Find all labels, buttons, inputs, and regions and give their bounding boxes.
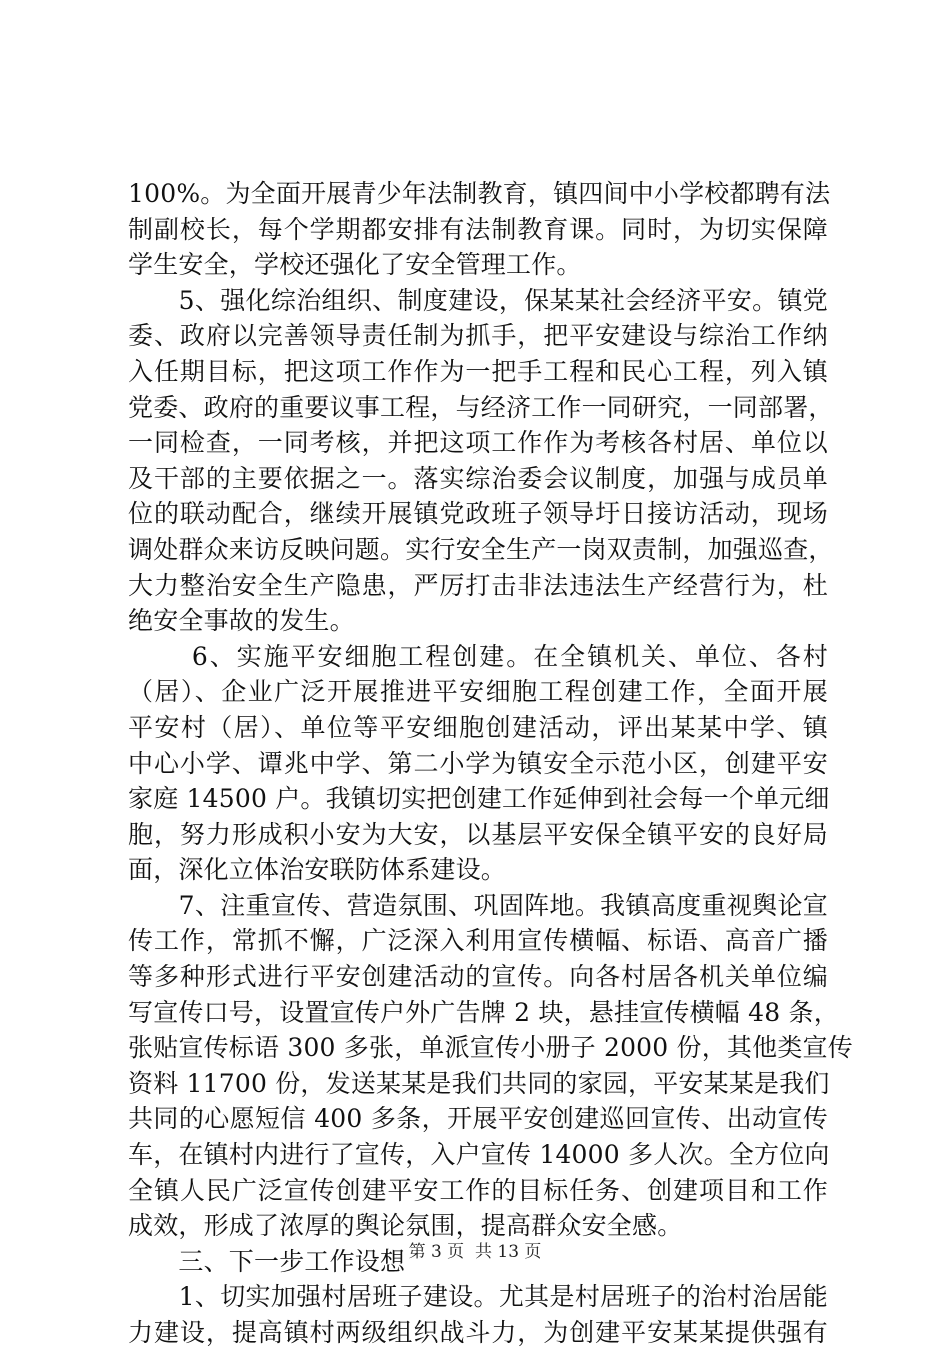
text-line: 等多种形式进行平安创建活动的宣传。向各村居各机关单位编 bbox=[128, 962, 828, 992]
text-line: 5、强化综治组织、制度建设，保某某社会经济平安。镇党 bbox=[128, 285, 828, 315]
text-line: 党委、政府的重要议事工程，与经济工作一同研究，一同部署， bbox=[128, 392, 834, 422]
text-line: 绝安全事故的发生。 bbox=[128, 606, 355, 636]
text-line: 全镇人民广泛宣传创建平安工作的目标任务、创建项目和工作 bbox=[128, 1175, 828, 1205]
text-line: 车，在镇村内进行了宣传，入户宣传 14000 多人次。全方位向 bbox=[128, 1140, 830, 1170]
text-line: 位的联动配合，继续开展镇党政班子领导圩日接访活动，现场 bbox=[128, 499, 828, 529]
text-line: 传工作，常抓不懈，广泛深入利用宣传横幅、标语、高音广播 bbox=[128, 926, 828, 956]
text-line: 100%。为全面开展青少年法制教育，镇四间中小学校都聘有法 bbox=[128, 179, 831, 208]
text-line: 成效，形成了浓厚的舆论氛围，提高群众安全感。 bbox=[128, 1211, 683, 1241]
text-line: 胞，努力形成积小安为大安，以基层平安保全镇平安的良好局 bbox=[128, 819, 828, 849]
text-line: 家庭 14500 户。我镇切实把创建工作延伸到社会每一个单元细 bbox=[128, 784, 830, 814]
text-line: 力建设，提高镇村两级组织战斗力，为创建平安某某提供强有 bbox=[128, 1318, 828, 1347]
document-body bbox=[128, 176, 853, 1351]
text-line: 委、政府以完善领导责任制为抓手，把平安建设与综治工作纳 bbox=[128, 321, 828, 351]
text-line: 张贴宣传标语 300 多张，单派宣传小册子 2000 份，其他类宣传 bbox=[128, 1033, 853, 1063]
text-line: （居）、企业广泛开展推进平安细胞工程创建工作，全面开展 bbox=[128, 677, 828, 707]
text-line: 学生安全，学校还强化了安全管理工作。 bbox=[128, 250, 582, 280]
text-line: 1、切实加强村居班子建设。尤其是村居班子的治村治居能 bbox=[128, 1282, 828, 1312]
text-line: 共同的心愿短信 400 多条，开展平安创建巡回宣传、出动宣传 bbox=[128, 1104, 828, 1134]
text-line: 一同检查，一同考核，并把这项工作作为考核各村居、单位以 bbox=[128, 428, 828, 458]
text-line: 资料 11700 份，发送某某是我们共同的家园，平安某某是我们 bbox=[128, 1068, 830, 1098]
text-line: 平安村（居）、单位等平安细胞创建活动，评出某某中学、镇 bbox=[128, 712, 828, 742]
text-line: 中心小学、谭兆中学、第二小学为镇安全示范小区，创建平安 bbox=[128, 748, 828, 778]
text-line: 7、注重宣传、营造氛围、巩固阵地。我镇高度重视舆论宣 bbox=[128, 890, 828, 920]
text-line: 制副校长，每个学期都安排有法制教育课。同时，为切实保障 bbox=[128, 214, 828, 244]
text-line: 三、下一步工作设想 bbox=[128, 1246, 406, 1276]
text-line: 写宣传口号，设置宣传户外广告牌 2 块，悬挂宣传横幅 48 条， bbox=[128, 997, 839, 1027]
text-line: 及干部的主要依据之一。落实综治委会议制度，加强与成员单 bbox=[128, 463, 828, 493]
page-number-footer: 第 3 页 共 13 页 bbox=[408, 1242, 542, 1262]
text-line: 面，深化立体治安联防体系建设。 bbox=[128, 855, 507, 885]
text-line: 入任期目标，把这项工作作为一把手工程和民心工程，列入镇 bbox=[128, 356, 828, 386]
text-line: 调处群众来访反映问题。实行安全生产一岗双责制，加强巡查， bbox=[128, 534, 834, 564]
text-line: 大力整治安全生产隐患，严厉打击非法违法生产经营行为，杜 bbox=[128, 570, 828, 600]
text-line: 6、实施平安细胞工程创建。在全镇机关、单位、各村 bbox=[128, 641, 828, 671]
